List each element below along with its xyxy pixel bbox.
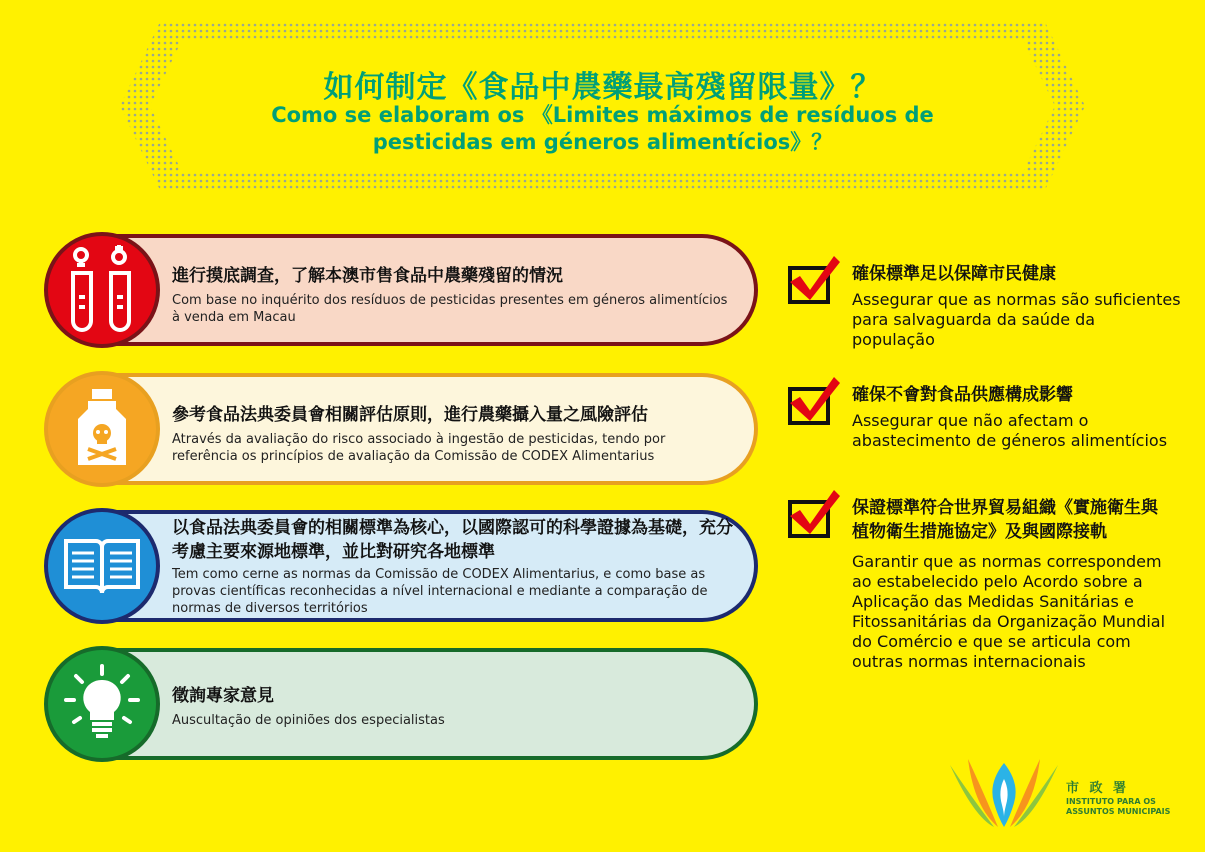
page-subtitle: Como se elaboram os 《Limites máximos de resíduos de pesticidas em géneros alimentícios》？ xyxy=(271,103,934,154)
step-risk-assessment xyxy=(44,373,764,491)
poison-bottle-icon xyxy=(44,371,160,487)
step-zh: 進行摸底調查，了解本澳市售食品中農藥殘留的情況 xyxy=(172,266,563,286)
step-codex-standards xyxy=(44,510,764,628)
iam-emblem-icon xyxy=(948,755,1060,831)
step-zh: 徵詢專家意見 xyxy=(172,686,274,706)
check-mark-icon xyxy=(784,486,840,542)
check-pt: Garantir que as normas correspondem ao estabelecido pelo Acordo sobre a Aplicação das Medidas Sanitárias e Fitossanitárias da Organização Mundial do Comércio e que se articula com outras normas internacionais xyxy=(852,552,1166,671)
test-tubes-icon xyxy=(44,232,160,348)
iam-logo xyxy=(948,755,1171,835)
open-book-icon xyxy=(44,508,160,624)
check-text xyxy=(852,496,1170,672)
check-zh: 確保不會對食品供應構成影響 xyxy=(852,385,1073,405)
check-zh: 保證標準符合世界貿易組織《實施衛生與植物衛生措施協定》及與國際接軌 xyxy=(852,498,1158,542)
page-title: 如何制定《食品中農藥最高殘留限量》？ xyxy=(323,70,882,105)
logo-name-pt: INSTITUTO PARA OS ASSUNTOS MUNICIPAIS xyxy=(1066,797,1171,816)
title-banner xyxy=(120,22,1085,190)
step-expert-opinion xyxy=(44,648,764,766)
check-pt: Assegurar que não afectam o abastecimento de géneros alimentícios xyxy=(852,411,1168,450)
logo-name-zh: 市 政 署 xyxy=(1066,781,1130,796)
check-pt: Assegurar que as normas são suficientes para salvaguarda da saúde da população xyxy=(852,290,1181,349)
step-pt: Através da avaliação do risco associado à ingestão de pesticidas, tendo por referência os princípios de avaliação da Comissão de CODEX Alimentarius xyxy=(172,432,666,464)
step-zh: 以食品法典委員會的相關標準為核心，以國際認可的科學證據為基礎，充分考慮主要來源地標準，並比對研究各地標準 xyxy=(172,518,733,562)
check-zh: 確保標準足以保障市民健康 xyxy=(852,264,1056,284)
step-text xyxy=(172,516,734,617)
check-text xyxy=(852,262,1182,350)
step-survey xyxy=(44,234,764,352)
light-bulb-icon xyxy=(44,646,160,762)
step-text xyxy=(172,684,734,729)
step-pt: Com base no inquérito dos resíduos de pesticidas presentes em géneros alimentícios à venda em Macau xyxy=(172,293,728,325)
step-pt: Tem como cerne as normas da Comissão de CODEX Alimentarius, e como base as provas científicas reconhecidas a nível internacional e mediante a comparação de normas de diversos territórios xyxy=(172,567,708,616)
step-zh: 參考食品法典委員會相關評估原則，進行農藥攝入量之風險評估 xyxy=(172,405,648,425)
check-mark-icon xyxy=(784,252,840,308)
step-text xyxy=(172,403,734,465)
check-text xyxy=(852,383,1182,451)
step-pt: Auscultação de opiniões dos especialistas xyxy=(172,713,445,728)
step-text xyxy=(172,264,734,326)
check-mark-icon xyxy=(784,373,840,429)
